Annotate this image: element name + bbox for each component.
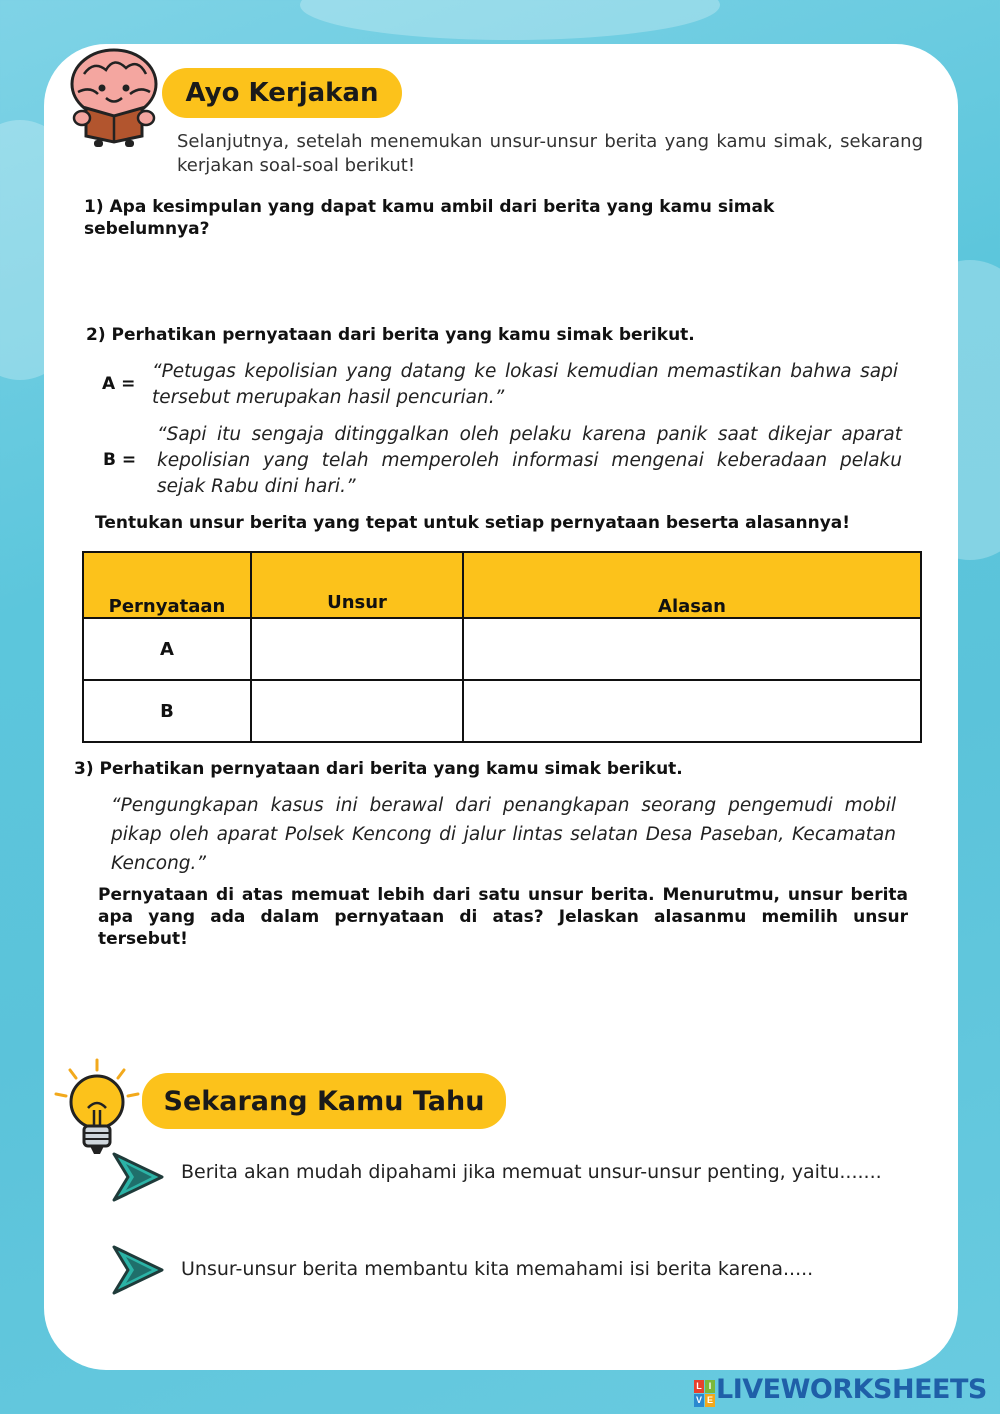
- question-3-quote: “Pengungkapan kasus ini berawal dari penangkapan seorang pengemudi mobil pikap oleh aparat Polsek Kencong di jalur lintas selatan Desa Paseban, Kecamatan Kencong.”: [111, 795, 896, 874]
- header-pernyataan: Pernyataan: [83, 552, 251, 618]
- statement-b-label: B =: [103, 450, 137, 470]
- logo-letter: I: [705, 1380, 715, 1393]
- header-unsur: Unsur: [251, 552, 463, 618]
- cell-unsur-b[interactable]: [251, 680, 463, 742]
- chevron-right-icon: [112, 1245, 164, 1295]
- chevron-right-icon: [112, 1152, 164, 1202]
- brain-reading-icon: [64, 44, 164, 148]
- question-2: 2) Perhatikan pernyataan dari berita yang kamu simak berikut.: [86, 325, 695, 345]
- liveworksheets-watermark: LIVEWORKSHEETS: [716, 1374, 987, 1405]
- question-3-instruction: Pernyataan di atas memuat lebih dari satu unsur berita. Menurutmu, unsur berita apa yang ada dalam pernyataan di atas? Jelaskan alasanmu memilih unsur tersebut!: [98, 885, 908, 949]
- table-row: [83, 680, 921, 742]
- summary-item-1: Berita akan mudah dipahami jika memuat unsur-unsur penting, yaitu.......: [181, 1161, 882, 1183]
- cell-pernyataan-b: B: [83, 680, 251, 742]
- cell-alasan-a[interactable]: [463, 618, 921, 680]
- intro-text: Selanjutnya, setelah menemukan unsur-unsur berita yang kamu simak, sekarang kerjakan soal-soal berikut!: [177, 131, 923, 176]
- cell-alasan-b[interactable]: [463, 680, 921, 742]
- question-3: 3) Perhatikan pernyataan dari berita yang kamu simak berikut.: [74, 759, 683, 779]
- statement-a-label: A =: [102, 374, 136, 394]
- cell-pernyataan-a: A: [83, 618, 251, 680]
- summary-item-2: Unsur-unsur berita membantu kita memahami isi berita karena.....: [181, 1258, 814, 1280]
- answer-table: [82, 551, 922, 743]
- logo-letter: E: [706, 1395, 713, 1405]
- table-header-row: [83, 552, 921, 618]
- lightbulb-icon: [50, 1056, 144, 1160]
- statement-b-quote: “Sapi itu sengaja ditinggalkan oleh pelaku karena panik saat dikejar aparat kepolisian yang telah memperoleh informasi mengenai keberadaan pelaku sejak Rabu dini hari.”: [157, 424, 902, 497]
- logo-letter: L: [694, 1380, 704, 1393]
- table-row: [83, 618, 921, 680]
- cell-unsur-a[interactable]: [251, 618, 463, 680]
- section-title-sekarang-kamu-tahu: Sekarang Kamu Tahu: [142, 1073, 506, 1129]
- header-alasan: Alasan: [463, 552, 921, 618]
- liveworksheets-logo: [694, 1380, 714, 1406]
- background-splash: [300, 0, 720, 40]
- logo-letter: V: [695, 1395, 702, 1405]
- statement-a-quote: “Petugas kepolisian yang datang ke lokasi kemudian memastikan bahwa sapi tersebut merupakan hasil pencurian.”: [152, 361, 898, 408]
- section-title-ayo-kerjakan: Ayo Kerjakan: [162, 68, 402, 118]
- question-1: 1) Apa kesimpulan yang dapat kamu ambil dari berita yang kamu simak sebelumnya?: [84, 197, 775, 239]
- question-2-instruction: Tentukan unsur berita yang tepat untuk setiap pernyataan beserta alasannya!: [95, 513, 851, 533]
